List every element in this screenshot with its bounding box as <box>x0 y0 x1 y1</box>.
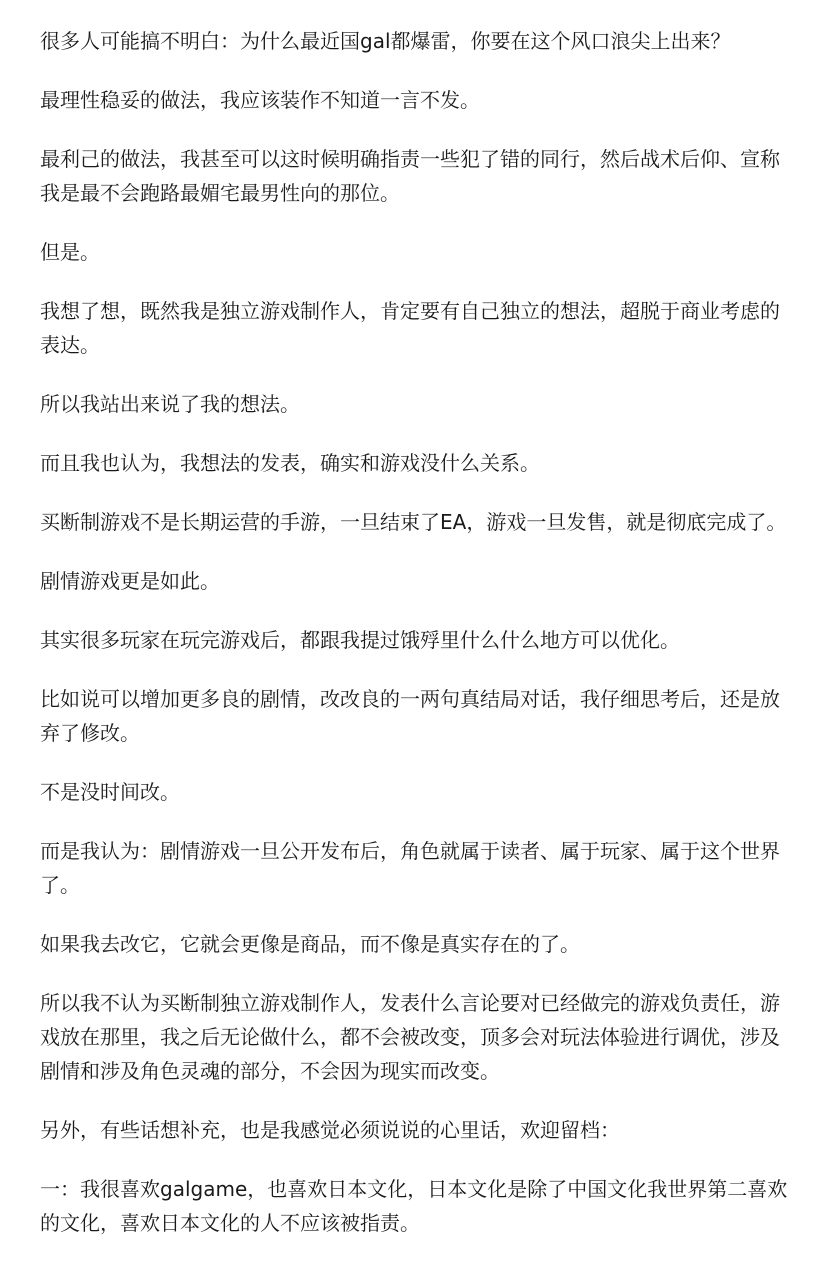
paragraph-16: 另外，有些话想补充，也是我感觉必须说说的心里话，欢迎留档： <box>40 1118 620 1142</box>
paragraph-14: 如果我去改它，它就会更像是商品，而不像是真实存在的了。 <box>40 932 580 956</box>
paragraph-3: 最利己的做法，我甚至可以这时候明确指责一些犯了错的同行，然后战术后仰、宣称我是最不会跑路最媚宅最男性向的那位。 <box>40 147 780 205</box>
paragraph-10: 其实很多玩家在玩完游戏后，都跟我提过饿殍里什么什么地方可以优化。 <box>40 628 680 652</box>
paragraph-13: 而是我认为：剧情游戏一旦公开发布后，角色就属于读者、属于玩家、属于这个世界了。 <box>40 839 780 897</box>
paragraph-17: 一：我很喜欢galgame，也喜欢日本文化，日本文化是除了中国文化我世界第二喜欢的文化，喜欢日本文化的人不应该被指责。 <box>40 1177 788 1235</box>
paragraph-5: 我想了想，既然我是独立游戏制作人，肯定要有自己独立的想法，超脱于商业考虑的表达。 <box>40 299 780 357</box>
paragraph-6: 所以我站出来说了我的想法。 <box>40 392 300 416</box>
paragraph-1: 很多人可能搞不明白：为什么最近国gal都爆雷，你要在这个风口浪尖上出来？ <box>40 29 731 53</box>
paragraph-8: 买断制游戏不是长期运营的手游，一旦结束了EA，游戏一旦发售，就是彻底完成了。 <box>40 510 787 534</box>
paragraph-12: 不是没时间改。 <box>40 780 180 804</box>
paragraph-4: 但是。 <box>40 240 100 264</box>
paragraph-2: 最理性稳妥的做法，我应该装作不知道一言不发。 <box>40 88 480 112</box>
paragraph-9: 剧情游戏更是如此。 <box>40 569 220 593</box>
paragraph-15: 所以我不认为买断制独立游戏制作人，发表什么言论要对已经做完的游戏负责任，游戏放在那里，我之后无论做什么，都不会被改变，顶多会对玩法体验进行调优，涉及剧情和涉及角色灵魂的部分，不会因为现实而改变。 <box>40 991 780 1083</box>
paragraph-11: 比如说可以增加更多良的剧情，改改良的一两句真结局对话，我仔细思考后，还是放弃了修改。 <box>40 687 780 745</box>
article-body <box>40 24 788 1265</box>
paragraph-7: 而且我也认为，我想法的发表，确实和游戏没什么关系。 <box>40 451 540 475</box>
